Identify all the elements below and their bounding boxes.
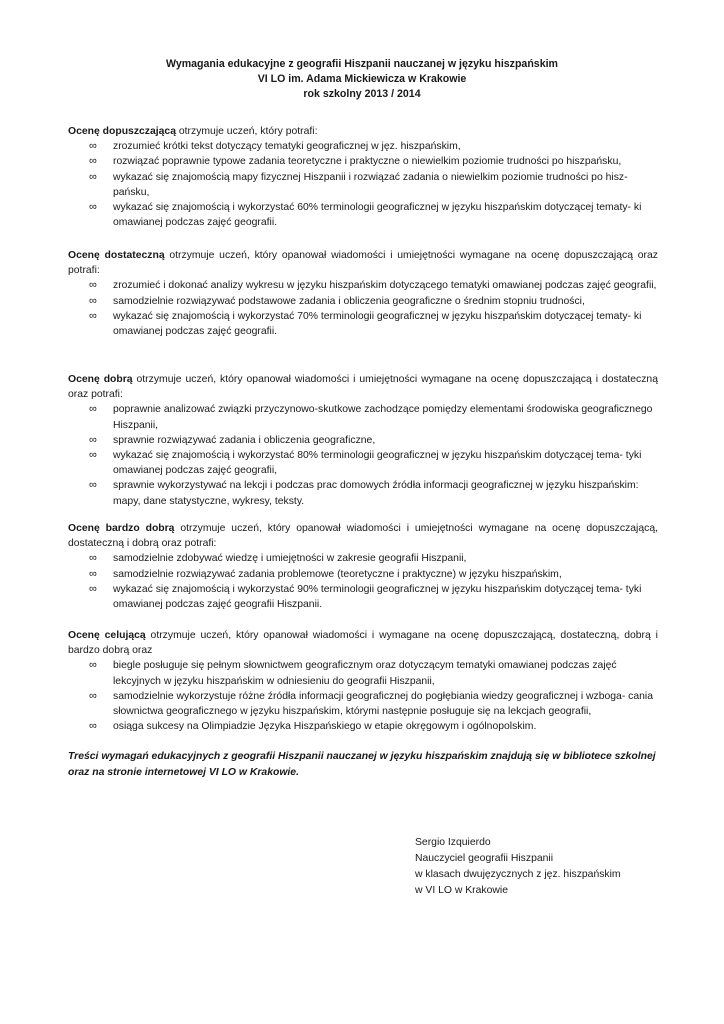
list-item <box>68 551 658 566</box>
item-text: zrozumieć krótki tekst dotyczący tematyki geograficznej w jęz. hiszpańskim, <box>113 141 461 153</box>
infinity-bullet-icon: ∞ <box>89 433 97 446</box>
item-text: wykazać się znajomością i wykorzystać 60% terminologii geograficznej w języku hiszpańskim dotyczącej tematy- ki omawianej podczas zajęć geografii. <box>113 202 642 229</box>
section-intro <box>68 372 658 402</box>
teacher-classes: w klasach dwujęzycznych z jęz. hiszpańskim <box>415 869 621 880</box>
title-line-1: Wymagania edukacyjne z geografii Hiszpanii nauczanej w języku hiszpańskim <box>166 58 558 70</box>
requirements-list <box>68 551 658 612</box>
item-text: samodzielnie rozwiązywać zadania problemowe (teoretyczne i praktyczne) w języku hiszpańskim, <box>113 568 562 580</box>
title-line-3: rok szkolny 2013 / 2014 <box>303 88 421 100</box>
list-item <box>68 719 658 734</box>
intro-text: otrzymuje uczeń, który opanował wiadomości i umiejętności wymagane na ocenę dopuszczającą i dostateczną oraz potrafi: <box>68 374 658 401</box>
list-item <box>68 567 658 582</box>
infinity-bullet-icon: ∞ <box>89 201 97 214</box>
requirements-list <box>68 278 658 339</box>
infinity-bullet-icon: ∞ <box>89 582 97 595</box>
teacher-school: w VI LO w Krakowie <box>415 885 508 896</box>
teacher-signature-block <box>415 835 621 899</box>
requirements-list <box>68 402 658 508</box>
item-text: samodzielnie rozwiązywać podstawowe zadania i obliczenia geograficzne o średnim stopniu trudności, <box>113 295 585 307</box>
item-text: wykazać się znajomością i wykorzystać 90% terminologii geograficznej w języku hiszpańskim dotyczącej tema- tyki omawianej podczas zajęć geografii Hiszpanii. <box>113 583 642 611</box>
intro-text: otrzymuje uczeń, który potrafi: <box>176 126 318 137</box>
infinity-bullet-icon: ∞ <box>89 155 97 168</box>
item-text: wykazać się znajomością mapy fizycznej Hiszpanii i rozwiązać zadania o niewielkim poziomie trudności po hisz- pańsku, <box>113 171 628 198</box>
infinity-bullet-icon: ∞ <box>89 170 97 183</box>
list-item <box>68 309 658 339</box>
item-text: samodzielnie zdobywać wiedzę i umiejętności w zakresie geografii Hiszpanii, <box>113 553 467 565</box>
item-text: samodzielnie wykorzystuje różne źródła informacji geograficznej do pogłębiania wiedzy geograficznej i wzboga- cania słownictwa geograficznego w języku hiszpańskim, którymi następnie posługuje się na lekcjach geografii, <box>113 690 654 718</box>
grade-name: Ocenę dostateczną <box>68 250 165 261</box>
grade-section-bardzo-dobra <box>68 521 658 612</box>
library-note: Treści wymagań edukacyjnych z geografii Hiszpanii nauczanej w języku hiszpańskim znajdują się w bibliotece szkolnej oraz na stronie internetowej VI LO w Krakowie. <box>68 751 656 778</box>
item-text: wykazać się znajomością i wykorzystać 80% terminologii geograficznej w języku hiszpańskim dotyczącej tema- tyki omawianej podczas zajęć geografii, <box>113 450 642 477</box>
grade-name: Ocenę dopuszczającą <box>68 126 176 137</box>
grade-section-dobra <box>68 372 658 509</box>
infinity-bullet-icon: ∞ <box>89 140 97 153</box>
item-text: poprawnie analizować związki przyczynowo-skutkowe zachodzące pomiędzy elementami środowiska geograficznego Hiszpanii, <box>113 404 653 431</box>
infinity-bullet-icon: ∞ <box>89 449 97 462</box>
item-text: zrozumieć i dokonać analizy wykresu w języku hiszpańskim dotyczącego tematyki omawianej podczas zajęć geografii, <box>113 280 657 292</box>
intro-text: otrzymuje uczeń, który opanował wiadomości i wymagane na ocenę dopuszczającą, dostateczną, dobrą i bardzo dobrą oraz <box>68 630 658 657</box>
item-text: sprawnie wykorzystywać na lekcji i podczas prac domowych źródła informacji geograficznej w języku hiszpańskim: mapy, dane statystyczne, wykresy, teksty. <box>113 480 639 507</box>
intro-text: otrzymuje uczeń, który opanował wiadomości i umiejętności wymagane na ocenę dopuszczającą, dostateczną i dobrą oraz potrafi: <box>68 523 658 550</box>
item-text: rozwiązać poprawnie typowe zadania teoretyczne i praktyczne o niewielkim poziomie trudności po hiszpańsku, <box>113 156 622 168</box>
infinity-bullet-icon: ∞ <box>89 659 97 672</box>
item-text: biegle posługuje się pełnym słownictwem geograficznym oraz dotyczącym tematyki omawianej podczas zajęć lekcyjnych w języku hiszpańskim w odniesieniu do geografii Hiszpanii, <box>113 660 617 687</box>
list-item <box>68 402 658 432</box>
list-item <box>68 139 658 154</box>
infinity-bullet-icon: ∞ <box>89 720 97 733</box>
grade-name: Ocenę celującą <box>68 630 146 641</box>
infinity-bullet-icon: ∞ <box>89 294 97 307</box>
section-intro <box>68 521 658 551</box>
infinity-bullet-icon: ∞ <box>89 552 97 565</box>
list-item <box>68 658 658 688</box>
infinity-bullet-icon: ∞ <box>89 279 97 292</box>
teacher-role: Nauczyciel geografii Hiszpanii <box>415 853 554 864</box>
list-item <box>68 278 658 293</box>
grade-section-celujaca <box>68 628 658 734</box>
grade-name: Ocenę dobrą <box>68 374 133 385</box>
list-item <box>68 689 658 719</box>
list-item <box>68 478 658 508</box>
infinity-bullet-icon: ∞ <box>89 479 97 492</box>
section-intro <box>68 248 658 278</box>
infinity-bullet-icon: ∞ <box>89 309 97 322</box>
requirements-list <box>68 658 658 734</box>
infinity-bullet-icon: ∞ <box>89 689 97 702</box>
section-intro <box>68 628 658 658</box>
grade-section-dostateczna <box>68 248 658 339</box>
item-text: osiąga sukcesy na Olimpiadzie Języka Hiszpańskiego w etapie okręgowym i ogólnopolskim. <box>113 721 537 733</box>
infinity-bullet-icon: ∞ <box>89 567 97 580</box>
list-item <box>68 294 658 309</box>
teacher-name: Sergio Izquierdo <box>415 837 491 848</box>
item-text: sprawnie rozwiązywać zadania i obliczenia geograficzne, <box>113 434 376 446</box>
title-line-2: VI LO im. Adama Mickiewicza w Krakowie <box>257 73 467 85</box>
document-title <box>60 57 664 102</box>
item-text: wykazać się znajomością i wykorzystać 70% terminologii geograficznej w języku hiszpańskim dotyczącej tematy- ki omawianej podczas zajęć geografii. <box>113 310 642 338</box>
grade-name: Ocenę bardzo dobrą <box>68 523 175 534</box>
section-intro <box>68 124 658 139</box>
requirements-list <box>68 139 658 230</box>
intro-text: otrzymuje uczeń, który opanował wiadomości i umiejętności wymagane na ocenę dopuszczającą oraz potrafi: <box>68 250 658 277</box>
list-item <box>68 200 658 230</box>
infinity-bullet-icon: ∞ <box>89 403 97 416</box>
list-item <box>68 154 658 169</box>
list-item <box>68 170 658 200</box>
list-item <box>68 433 658 448</box>
list-item <box>68 448 658 478</box>
list-item <box>68 582 658 612</box>
grade-section-dopuszczajaca <box>68 124 658 230</box>
